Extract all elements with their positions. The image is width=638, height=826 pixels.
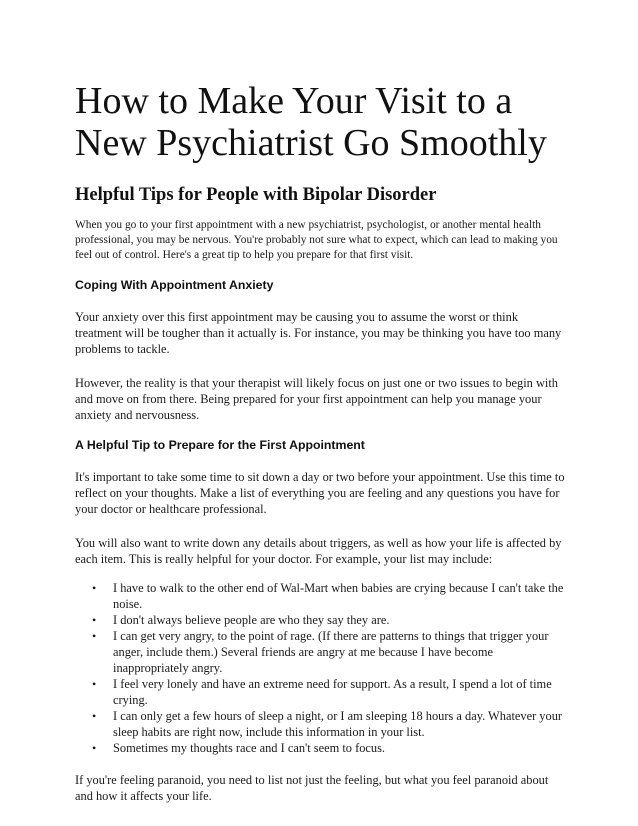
bullet-icon: • xyxy=(92,629,97,643)
paragraph-text: , you need to list not just the feeling, but what you feel paranoid about and how it affects your life. xyxy=(75,773,549,803)
link-trigger-your-anger[interactable]: trigger your anger xyxy=(113,629,549,659)
bullet-icon: • xyxy=(92,581,97,595)
intro-text: , or another xyxy=(424,219,480,231)
bullet-icon: • xyxy=(92,613,97,627)
list-item-text: I have to walk to the other end of Wal-Mart when babies are crying because I can't take the noise. xyxy=(113,581,564,611)
list-item xyxy=(92,628,566,676)
paragraph-text: If you're feeling xyxy=(75,773,158,787)
intro-text: When you go to your first appointment with a new xyxy=(75,219,309,231)
coping-paragraph-2: However, the reality is that your therapist will likely focus on just one or two issues to begin with and move on from there. Being prepared for your first appointment can help you manage your anxiety and nervousness. xyxy=(75,376,558,422)
tip-paragraph-1: It's important to take some time to sit down a day or two before your appointment. Use this time to reflect on your thoughts. Make a list of everything you are feeling and any questions you have for your doctor or healthcare professional. xyxy=(75,470,565,516)
list-item-text: , include them.) Several friends are angry at me because I have become inappropriately angry. xyxy=(113,645,494,675)
paranoid-paragraph xyxy=(75,772,566,804)
intro-text: , you may be nervous. You're probably not sure what to expect, which can lead to making you feel out of control. Here's a great tip to help you prepare for that first visit. xyxy=(75,234,558,261)
list-item-text: and I can't seem to focus. xyxy=(256,741,386,755)
bullet-icon: • xyxy=(92,741,97,755)
link-thoughts-race[interactable]: Sometimes my thoughts race xyxy=(113,741,257,755)
trigger-list xyxy=(75,580,566,756)
link-psychologist[interactable]: psychologist xyxy=(366,219,425,231)
link-mental-health-professional[interactable]: mental health professional xyxy=(75,219,542,246)
intro-paragraph xyxy=(75,218,566,263)
list-item-text: I can get very angry, to the point of rage. (If there are patterns to things that xyxy=(113,629,490,643)
list-item xyxy=(92,676,566,708)
page-title: How to Make Your Visit to a New Psychiatrist Go Smoothly xyxy=(75,80,547,164)
coping-paragraph-1: Your anxiety over this first appointment may be causing you to assume the worst or think treatment will be tougher than it actually is. For instance, you may be thinking you have too many problems to tackle. xyxy=(75,310,562,356)
list-item xyxy=(92,612,566,628)
section-heading-coping: Coping With Appointment Anxiety xyxy=(75,278,274,292)
bullet-icon: • xyxy=(92,677,97,691)
page-subtitle: Helpful Tips for People with Bipolar Disorder xyxy=(75,185,437,205)
section-heading-helpful-tip: A Helpful Tip to Prepare for the First Appointment xyxy=(75,438,365,452)
tip-paragraph-2: You will also want to write down any details about triggers, as well as how your life is affected by each item. This is really helpful for your doctor. For example, your list may include: xyxy=(75,536,562,566)
link-i-feel-very-lonely[interactable]: I feel very lonely xyxy=(113,677,198,691)
bullet-icon: • xyxy=(92,709,97,723)
list-item xyxy=(92,708,566,740)
link-psychiatrist[interactable]: psychiatrist xyxy=(308,219,361,231)
list-item xyxy=(92,740,566,756)
intro-text: , xyxy=(360,219,367,231)
list-item-text: I can only get a few hours of sleep a night, or I am sleeping 18 hours a day. Whatever your sleep habits are right now, include this information in your list. xyxy=(113,709,563,739)
list-item xyxy=(92,580,566,612)
list-item-text: I don't always believe people are who they say they are. xyxy=(113,613,390,627)
list-item-text: and have an extreme need for support. As a result, I spend a lot of time crying. xyxy=(113,677,552,707)
link-paranoid[interactable]: paranoid xyxy=(157,773,201,787)
